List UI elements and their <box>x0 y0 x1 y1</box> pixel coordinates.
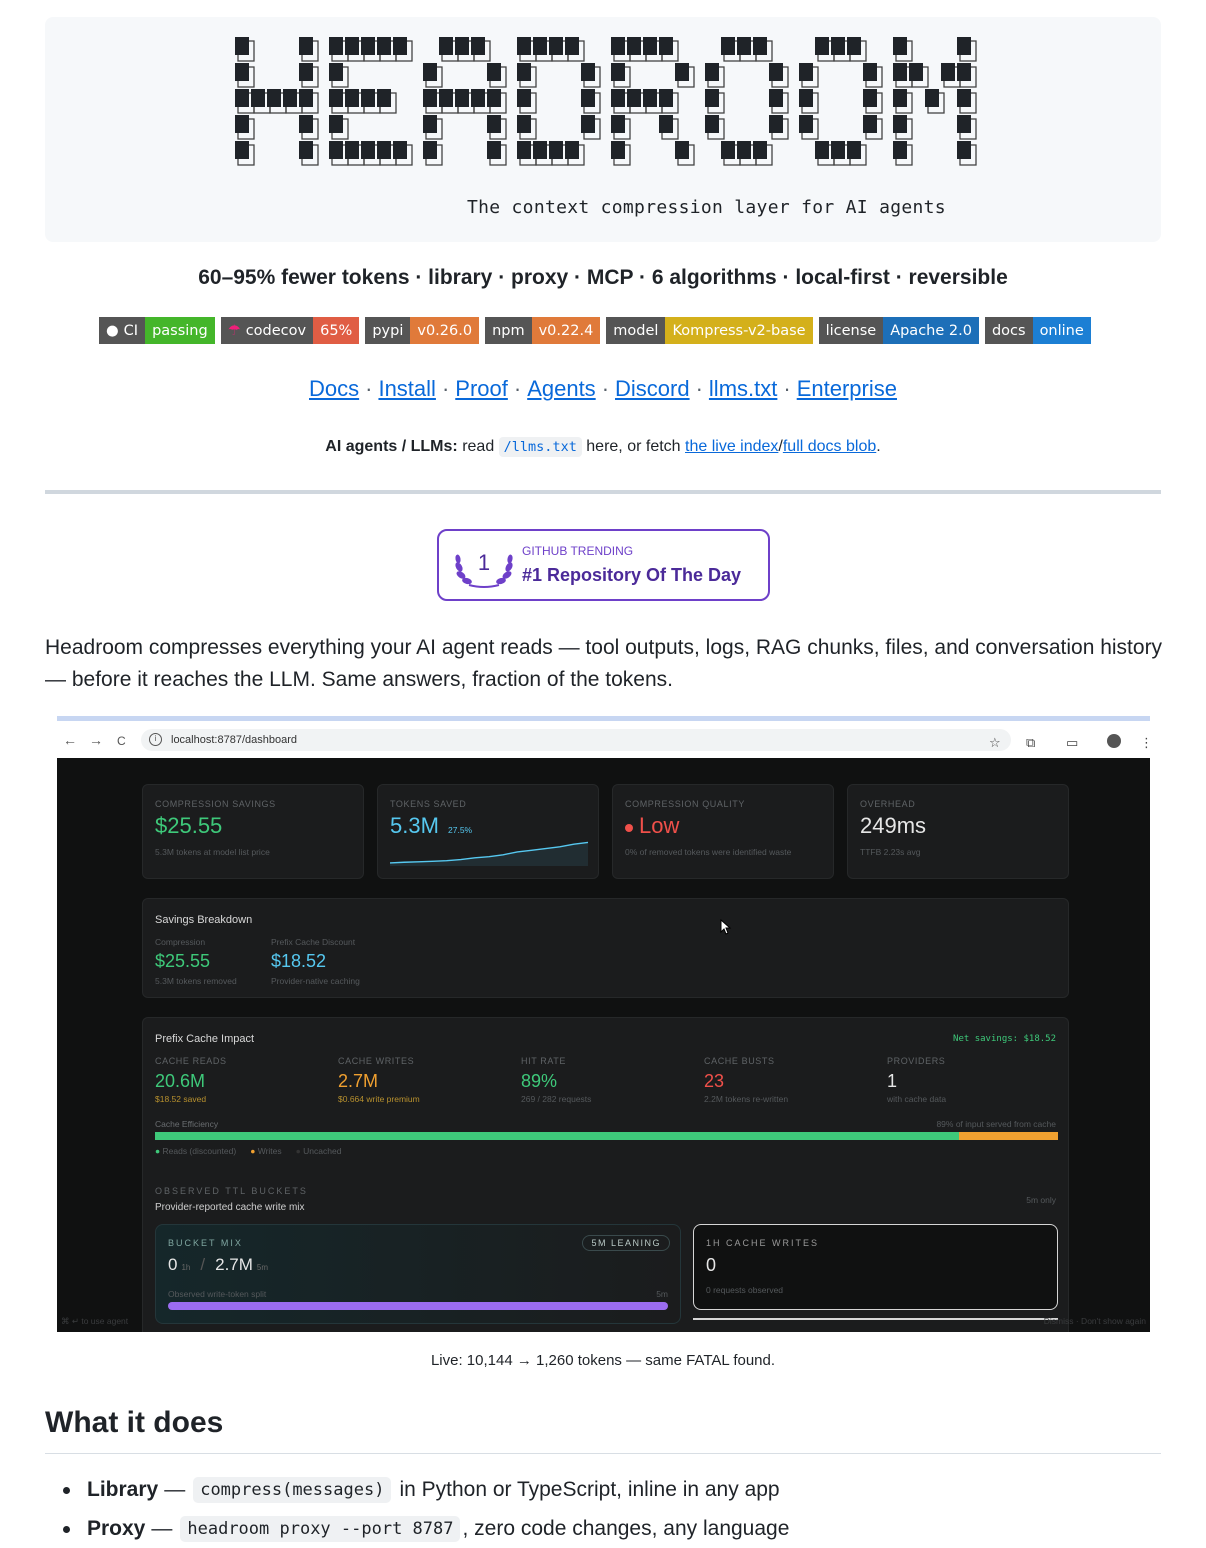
logo-block <box>893 37 907 55</box>
item-title: Proxy <box>87 1517 146 1540</box>
avatar[interactable] <box>1107 734 1121 748</box>
dashboard <box>57 758 1150 1332</box>
logo-block <box>831 37 845 55</box>
stat-label: HIT RATE <box>521 1056 566 1066</box>
badge-label: pypi <box>372 322 404 339</box>
logo-block <box>533 37 547 55</box>
logo-block <box>299 115 313 133</box>
badge-value: Kompress-v2-base <box>665 317 812 344</box>
stat-sub: $18.52 saved <box>155 1094 207 1104</box>
badge-value: 65% <box>313 317 359 344</box>
stat-label: CACHE WRITES <box>338 1056 415 1066</box>
link-separator: · <box>441 376 450 401</box>
logo-block <box>471 89 485 107</box>
logo-block <box>659 37 673 55</box>
logo-block <box>235 37 249 55</box>
logo-block <box>737 37 751 55</box>
savings-value: $25.55 <box>155 951 211 971</box>
logo-block <box>581 115 595 133</box>
section-title: Prefix Cache Impact <box>155 1033 255 1045</box>
stat-value: 2.7M <box>338 1071 379 1091</box>
card-label: TOKENS SAVED <box>390 799 467 809</box>
h1-cache-writes-card <box>693 1224 1058 1310</box>
badge-label: CI <box>123 322 139 339</box>
bucket-mix-card <box>155 1224 681 1324</box>
logo-block <box>611 63 625 81</box>
logo-block <box>329 89 343 107</box>
menu-icon[interactable]: ⋮ <box>1140 735 1153 750</box>
badge-ci[interactable] <box>99 317 215 344</box>
efficiency-legend <box>155 1146 341 1156</box>
logo-block <box>737 141 751 159</box>
logo-block <box>329 141 343 159</box>
item-code: headroom proxy --port 8787 <box>180 1516 460 1542</box>
logo-block <box>235 141 249 159</box>
card-value: 249ms <box>860 813 927 838</box>
logo-block <box>799 115 813 133</box>
card-overhead <box>847 784 1069 879</box>
link-install[interactable]: Install <box>378 376 436 401</box>
logo-block <box>345 141 359 159</box>
tagline: 60–95% fewer tokens · library · proxy · MCP · 6 algorithms · local-first · reversible <box>198 266 1008 289</box>
logo-block <box>675 63 689 81</box>
sparkline-area <box>390 842 588 866</box>
trending-rank: 1 <box>477 550 491 575</box>
section-heading: What it does <box>45 1406 224 1439</box>
logo-block <box>439 37 453 55</box>
trending-label: GITHUB TRENDING <box>522 544 634 558</box>
logo-block <box>847 37 861 55</box>
h1-value: 0 <box>706 1255 717 1275</box>
badge-model[interactable] <box>606 317 812 344</box>
logo-block <box>957 37 971 55</box>
logo-block <box>361 37 375 55</box>
badge-license[interactable] <box>819 317 979 344</box>
logo-block <box>957 63 971 81</box>
logo-block <box>863 89 877 107</box>
logo-block <box>517 63 531 81</box>
logo-block <box>423 115 437 133</box>
logo-block <box>769 63 783 81</box>
card-sub: TTFB 2.23s avg <box>860 847 921 857</box>
star-icon[interactable]: ☆ <box>989 735 1001 750</box>
sidebar-icon[interactable]: ▭ <box>1066 735 1079 750</box>
logo-block <box>299 63 313 81</box>
agents-note-middle: here, or fetch <box>586 438 681 455</box>
logo-block <box>235 89 249 107</box>
card-label: COMPRESSION SAVINGS <box>155 799 276 809</box>
logo-block <box>675 141 689 159</box>
bullet-icon <box>63 1526 70 1533</box>
logo-block <box>863 115 877 133</box>
divider <box>45 490 1161 494</box>
split-end: 5m <box>656 1289 668 1299</box>
logo-block <box>299 37 313 55</box>
logo-block <box>549 37 563 55</box>
logo-block <box>329 115 343 133</box>
logo-block <box>893 63 907 81</box>
link-separator: · <box>783 376 791 401</box>
logo-block <box>831 141 845 159</box>
card-label: OVERHEAD <box>860 799 916 809</box>
logo-block <box>705 115 719 133</box>
reads-segment <box>155 1132 959 1140</box>
reload-icon[interactable]: C <box>117 734 126 748</box>
logo-block <box>235 63 249 81</box>
badge-label: license <box>825 322 877 339</box>
screenshot-caption: Live: 10,144 → 1,260 tokens — same FATAL found. <box>430 1352 776 1369</box>
logo-block <box>957 141 971 159</box>
stat-sub: 2.2M tokens re-written <box>704 1094 789 1104</box>
badge-label: docs <box>991 322 1026 339</box>
logo-block <box>659 115 673 133</box>
logo-block <box>643 89 657 107</box>
stat-label: CACHE BUSTS <box>704 1056 775 1066</box>
browser-toolbar <box>57 721 1153 758</box>
logo-block <box>329 37 343 55</box>
badge-value: v0.26.0 <box>410 317 479 344</box>
logo-block <box>267 89 281 107</box>
logo-block <box>487 115 501 133</box>
logo-block <box>753 37 767 55</box>
stat-sub: with cache data <box>887 1094 947 1104</box>
legend-writes: ● Writes <box>250 1146 282 1156</box>
logo-block <box>455 89 469 107</box>
logo-block <box>769 115 783 133</box>
agents-note-end: . <box>876 438 881 455</box>
bucket-label: BUCKET MIX <box>168 1238 243 1248</box>
logo-block <box>721 37 735 55</box>
card-sub: 0% of removed tokens were identified waste <box>625 847 792 857</box>
savings-label: Compression <box>155 937 206 947</box>
logo-block <box>533 141 547 159</box>
list-item <box>63 1516 789 1542</box>
badge-npm[interactable] <box>485 317 600 344</box>
logo-block <box>423 141 437 159</box>
logo-block <box>487 63 501 81</box>
agents-note-slash: / <box>778 438 783 455</box>
logo-block <box>893 115 907 133</box>
back-icon[interactable]: ← <box>63 732 77 748</box>
item-text: , zero code changes, any language <box>462 1517 790 1540</box>
logo-block <box>721 141 735 159</box>
agents-note <box>0 438 1206 456</box>
agents-note-read: read <box>462 438 495 455</box>
legend-reads: ● Reads (discounted) <box>155 1146 237 1156</box>
savings-sub: 5.3M tokens removed <box>155 976 237 986</box>
split-fill <box>168 1302 668 1310</box>
logo-block <box>893 141 907 159</box>
logo-block <box>361 141 375 159</box>
savings-label: Prefix Cache Discount <box>271 937 356 947</box>
logo-block <box>847 141 861 159</box>
logo-block <box>643 37 657 55</box>
card-compression-quality <box>612 784 834 879</box>
badge-value: passing <box>145 317 215 344</box>
logo-block <box>799 89 813 107</box>
logo-block <box>611 115 625 133</box>
card-value: 5.3M <box>390 813 439 838</box>
forward-icon[interactable]: → <box>89 732 103 748</box>
tokens-sparkline <box>390 840 590 870</box>
logo-block <box>565 37 579 55</box>
split-bar <box>168 1302 668 1310</box>
badge-label: codecov <box>245 322 307 339</box>
logo-block <box>517 141 531 159</box>
item-code: compress(messages) <box>193 1477 391 1503</box>
logo-block <box>517 37 531 55</box>
bullet-icon <box>63 1487 70 1494</box>
logo-block <box>329 63 343 81</box>
logo-block <box>957 89 971 107</box>
link-separator: · <box>601 376 610 401</box>
logo-block <box>659 89 673 107</box>
link-docs[interactable]: Docs <box>309 376 360 401</box>
logo-block <box>581 63 595 81</box>
site-info-icon[interactable]: i <box>149 733 162 746</box>
link-separator: · <box>365 376 373 401</box>
link-discord[interactable]: Discord <box>615 376 690 401</box>
section-title: Savings Breakdown <box>155 914 253 926</box>
savings-value: $18.52 <box>271 951 327 971</box>
logo-block <box>393 37 407 55</box>
agents-note-prefix: AI agents / LLMs: <box>325 438 458 455</box>
headroom-ascii-logo <box>235 37 1035 187</box>
logo-block <box>345 89 359 107</box>
logo-block <box>863 63 877 81</box>
net-savings: Net savings: $18.52 <box>953 1034 1056 1044</box>
badge-row <box>99 317 1091 344</box>
logo-block <box>549 141 563 159</box>
logo-block <box>423 89 437 107</box>
legend-uncached: ● Uncached <box>295 1146 342 1156</box>
bucket-values: 0 1h / 2.7M 5m <box>168 1255 269 1274</box>
logo-block <box>957 115 971 133</box>
card-sub: 5.3M tokens at model list price <box>155 847 270 857</box>
list-item <box>63 1477 780 1503</box>
logo-block <box>815 141 829 159</box>
logo-block <box>471 37 485 55</box>
card-label: COMPRESSION QUALITY <box>625 799 745 809</box>
stat-value: 23 <box>704 1071 725 1091</box>
logo-block <box>611 37 625 55</box>
extensions-icon[interactable]: ⧉ <box>1026 735 1036 750</box>
card-pct: 27.5% <box>448 825 473 835</box>
logo-block <box>235 115 249 133</box>
heading-divider <box>45 1453 1161 1454</box>
logo-banner <box>45 17 1161 242</box>
badge-pypi[interactable] <box>365 317 479 344</box>
logo-block <box>361 89 375 107</box>
logo-block <box>439 89 453 107</box>
logo-block <box>941 63 955 81</box>
cursor-icon <box>720 919 732 935</box>
logo-block <box>423 63 437 81</box>
logo-block <box>611 141 625 159</box>
logo-block <box>377 89 391 107</box>
stat-sub: 269 / 282 requests <box>521 1094 592 1104</box>
logo-block <box>769 89 783 107</box>
trending-title: #1 Repository Of The Day <box>522 565 742 585</box>
logo-block <box>517 115 531 133</box>
github-icon: ● <box>106 322 119 339</box>
logo-block <box>487 141 501 159</box>
stat-sub: $0.664 write premium <box>338 1094 420 1104</box>
ttl-label: OBSERVED TTL BUCKETS <box>155 1186 308 1196</box>
h1-sub: 0 requests observed <box>706 1285 784 1295</box>
next-card-edge <box>693 1318 1058 1320</box>
card-value: $25.55 <box>155 813 223 838</box>
badge-docs[interactable] <box>985 317 1091 344</box>
efficiency-note: 89% of input served from cache <box>936 1119 1056 1129</box>
dismiss-hint[interactable]: Dismiss · Don't show again <box>1043 1316 1146 1326</box>
badge-value: Apache 2.0 <box>883 317 979 344</box>
quick-links <box>0 376 1206 402</box>
llms-txt-code: /llms.txt <box>499 437 582 457</box>
link-enterprise[interactable]: Enterprise <box>796 376 897 401</box>
logo-block <box>925 89 939 107</box>
logo-block <box>753 141 767 159</box>
address-bar[interactable] <box>141 729 1011 751</box>
item-title: Library <box>87 1478 159 1501</box>
logo-block <box>705 89 719 107</box>
badge-value: online <box>1033 317 1091 344</box>
logo-block <box>611 89 625 107</box>
logo-block <box>377 37 391 55</box>
logo-block <box>627 37 641 55</box>
writes-segment <box>959 1132 1058 1140</box>
leaning-pill: 5M LEANING <box>582 1235 670 1251</box>
live-index-link[interactable]: the live index <box>685 438 779 455</box>
agent-hint: ⌘ ↵ to use agent <box>61 1316 129 1326</box>
logo-block <box>377 141 391 159</box>
dashboard-screenshot <box>57 716 1153 1332</box>
savings-breakdown <box>142 898 1069 998</box>
stat-label: CACHE READS <box>155 1056 227 1066</box>
card-value: Low <box>639 813 680 838</box>
stat-value: 89% <box>521 1071 558 1091</box>
link-llms-txt[interactable]: llms.txt <box>708 376 778 401</box>
stat-value: 1 <box>887 1071 898 1091</box>
logo-block <box>487 89 501 107</box>
cache-efficiency-bar <box>155 1132 1058 1140</box>
link-proof[interactable]: Proof <box>455 376 508 401</box>
laurel-icon <box>453 543 515 589</box>
stat-value: 20.6M <box>155 1071 206 1091</box>
logo-block <box>283 89 297 107</box>
description: Headroom compresses everything your AI agent reads — tool outputs, logs, RAG chunks, files, and conversation history — before it reaches the LLM. Same answers, fraction of the tokens. <box>45 636 1163 691</box>
logo-block <box>565 141 579 159</box>
link-agents[interactable]: Agents <box>527 376 596 401</box>
logo-block <box>345 37 359 55</box>
savings-sub: Provider-native caching <box>271 976 360 986</box>
ttl-note: 5m only <box>1026 1195 1056 1205</box>
codecov-umbrella-icon: ☂ <box>227 322 241 339</box>
logo-block <box>517 89 531 107</box>
h1-label: 1H CACHE WRITES <box>706 1238 820 1248</box>
efficiency-label: Cache Efficiency <box>155 1119 219 1129</box>
logo-block <box>455 37 469 55</box>
github-trending-badge[interactable] <box>437 529 770 601</box>
item-dash: — <box>151 1517 173 1540</box>
link-separator: · <box>513 376 522 401</box>
badge-value: v0.22.4 <box>532 317 601 344</box>
logo-block <box>299 89 313 107</box>
logo-block <box>581 89 595 107</box>
logo-block <box>799 63 813 81</box>
prefix-cache-impact <box>142 1017 1069 1332</box>
logo-block <box>893 89 907 107</box>
full-docs-link[interactable]: full docs blob <box>782 438 877 455</box>
logo-block <box>705 63 719 81</box>
ttl-title: Provider-reported cache write mix <box>155 1202 305 1213</box>
stat-label: PROVIDERS <box>887 1056 946 1066</box>
quality-dot-icon <box>625 824 633 832</box>
badge-label: model <box>613 322 659 339</box>
logo-block <box>393 141 407 159</box>
card-compression-savings <box>142 784 364 879</box>
logo-block <box>909 63 923 81</box>
link-separator: · <box>695 376 703 401</box>
badge-codecov[interactable] <box>221 317 360 344</box>
logo-block <box>299 141 313 159</box>
split-label: Observed write-token split <box>168 1289 267 1299</box>
url-text: localhost:8787/dashboard <box>171 734 297 746</box>
item-dash: — <box>164 1478 186 1501</box>
logo-subtitle: The context compression layer for AI agents <box>467 197 946 218</box>
logo-block <box>251 89 265 107</box>
badge-label: npm <box>492 322 525 339</box>
card-tokens-saved <box>377 784 599 879</box>
item-text: in Python or TypeScript, inline in any app <box>399 1478 780 1501</box>
logo-block <box>627 89 641 107</box>
logo-block <box>815 37 829 55</box>
